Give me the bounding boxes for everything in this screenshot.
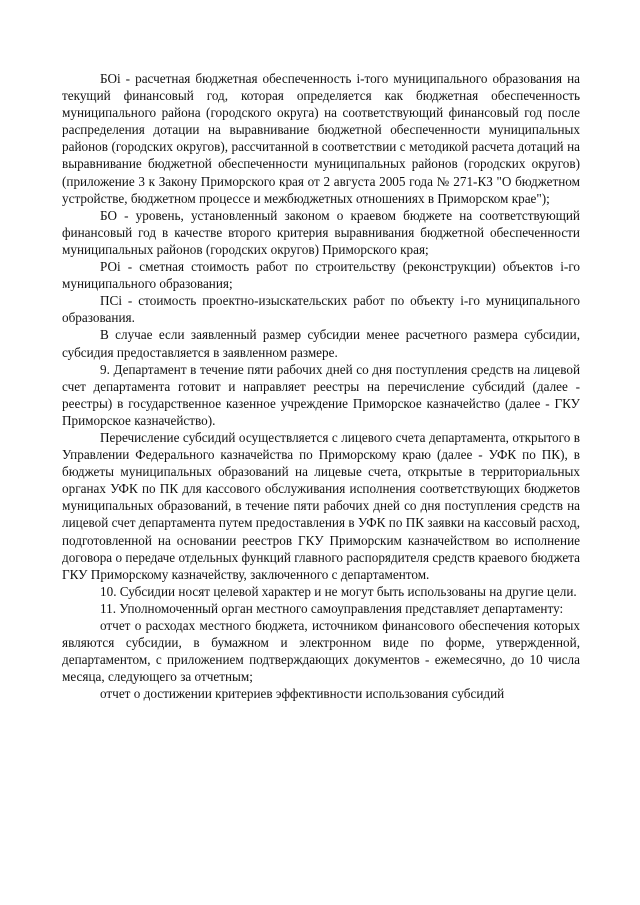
paragraph-clause-10: 10. Субсидии носят целевой характер и не могут быть использованы на другие цели. xyxy=(100,583,577,599)
paragraph-expense-report: отчет о расходах местного бюджета, источником финансового обеспечения которых являются субсидии, в бумажном и электронном виде по форме, утвержденной, департаментом, с приложением подтверждающих документов - ежемесячно, до 10 числа месяца, следующего за отчетным; xyxy=(62,618,580,685)
paragraph-ps-i-definition: ПСi - стоимость проектно-изыскательских работ по объекту i-го муниципального образования. xyxy=(62,293,580,326)
paragraph-bo-i-definition: БОi - расчетная бюджетная обеспеченность i-того муниципального образования на текущий финансовый год, которая определяется как бюджетная обеспеченность муниципального района (городского округа) на соответствующий финансовый год после распределения дотации на выравнивание бюджетной обеспеченности муниципальных районов (городских округов), рассчитанной в соответствии с методикой расчета дотаций на выравнивание бюджетной обеспеченности муниципальных районов (городских округов) (приложение 3 к Закону Приморского края от 2 августа 2005 года № 271-КЗ "О бюджетном устройстве, бюджетном процессе и межбюджетных отношениях в Приморском крае"); xyxy=(62,71,580,206)
paragraph-clause-9: 9. Департамент в течение пяти рабочих дней со дня поступления средств на лицевой счет департамента готовит и направляет реестры на перечисление субсидий (далее - реестры) в государственное казенное учреждение Приморское казначейство (далее - ГКУ Приморское казначейство). xyxy=(62,361,580,428)
paragraph-ro-i-definition: РОi - сметная стоимость работ по строительству (реконструкции) объектов i-го муниципального образования; xyxy=(62,259,580,292)
paragraph-declared-subsidy: В случае если заявленный размер субсидии менее расчетного размера субсидии, субсидия предоставляется в заявленном размере. xyxy=(62,327,580,360)
paragraph-bo-definition: БО - уровень, установленный законом о краевом бюджете на соответствующий финансовый год в качестве второго критерия выравнивания бюджетной обеспеченности муниципальных районов (городских округов) Приморского края; xyxy=(62,207,580,257)
paragraph-efficiency-report: отчет о достижении критериев эффективности использования субсидий xyxy=(100,686,505,702)
paragraph-clause-11: 11. Уполномоченный орган местного самоуправления представляет департаменту: xyxy=(100,600,564,616)
document-page xyxy=(62,70,580,702)
paragraph-transfer-of-subsidies: Перечисление субсидий осуществляется с лицевого счета департамента, открытого в Управлении Федерального казначейства по Приморскому краю (далее - УФК по ПК), в бюджеты муниципальных образований на лицевые счета, открытые в территориальных органах УФК по ПК для кассового обслуживания исполнения соответствующих бюджетов муниципальных образований, в течение пяти рабочих дней со дня поступления средств на лицевой счет департамента путем предоставления в УФК по ПК заявки на кассовый расход, подготовленной на основании реестров ГКУ Приморским казначейством во исполнение договора о передаче отдельных функций главного распорядителя средств краевого бюджета ГКУ Приморскому казначейству, заключенного с департаментом. xyxy=(62,429,580,582)
